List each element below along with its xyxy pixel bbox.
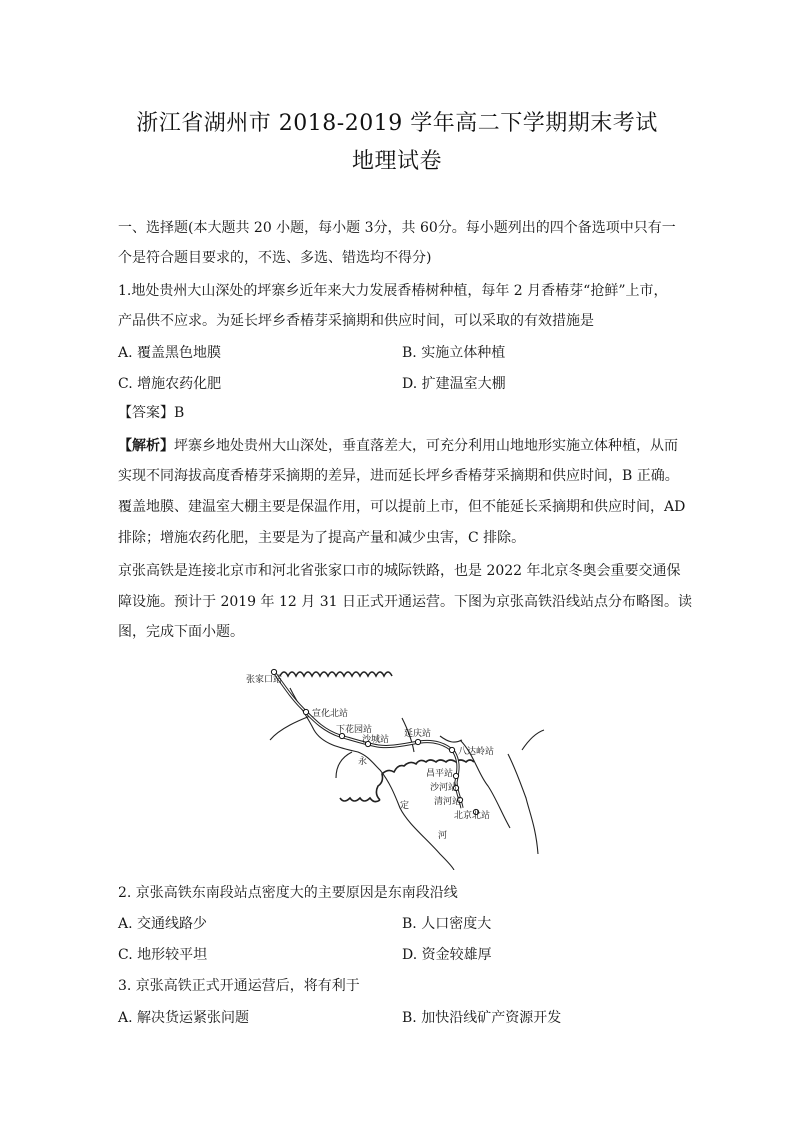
station-label-shahe: 沙河站	[430, 783, 458, 793]
river-label-he: 河	[438, 831, 448, 841]
material-line: 京张高铁是连接北京市和河北省张家口市的城际铁路，也是 2022 年北京冬奥会重要交通保	[118, 563, 681, 579]
question-3-stem: 3. 京张高铁正式开通运营后，将有利于	[118, 978, 360, 994]
section-intro-line: 个是符合题目要求的，不选、多选、错选均不得分)	[118, 250, 432, 266]
river-branch-1	[270, 716, 310, 740]
station-label-zhangjiakou: 张家口站	[246, 675, 283, 685]
question-1-stem: 产品供不应求。为延长坪乡香椿芽采摘期和供应时间，可以采取的有效措施是	[118, 313, 594, 329]
station-label-xuanhua: 宣化北站	[312, 709, 349, 719]
station-marker-xuanhua	[303, 709, 308, 714]
question-2-option-d: D. 资金较雄厚	[402, 947, 492, 963]
question-3-option-a: A. 解决货运紧张问题	[118, 1010, 250, 1026]
question-1-option-d: D. 扩建温室大棚	[402, 376, 506, 392]
question-3-option-b: B. 加快沿线矿产资源开发	[402, 1010, 562, 1026]
station-label-shacheng: 沙城站	[362, 735, 390, 745]
question-1-option-b: B. 实施立体种植	[402, 345, 506, 361]
river-branch-2	[336, 752, 352, 778]
analysis-text: 坪寨乡地处贵州大山深处，垂直落差大，可充分利用山地地形实施立体种植，从而	[174, 438, 678, 454]
question-1-option-a: A. 覆盖黑色地膜	[118, 345, 222, 361]
river-label-yong: 永	[358, 757, 368, 767]
document-title: 浙江省湖州市 2018-2019 学年高二下学期期末考试	[136, 111, 658, 136]
question-1-stem: 1.地处贵州大山深处的坪寨乡近年来大力发展香椿树种植，每年 2 月香椿芽“抢鲜”上市，	[118, 283, 668, 299]
river-label-ding: 定	[400, 801, 410, 811]
river-branch-east-3	[522, 730, 544, 750]
station-label-changping: 昌平站	[426, 769, 454, 779]
station-marker-badaling	[449, 747, 454, 752]
river-branch-4	[440, 736, 462, 742]
station-label-beijingbei: 北京北站	[454, 811, 491, 821]
section-intro-line: 一、选择题(本大题共 20 小题，每小题 3分，共 60分。每小题列出的四个备选项中只有一	[118, 220, 676, 236]
question-2-option-c: C. 地形较平坦	[118, 947, 208, 963]
question-1-answer: 【答案】B	[118, 405, 185, 421]
station-label-badaling: 八达岭站	[458, 747, 495, 757]
question-1-option-c: C. 增施农药化肥	[118, 376, 222, 392]
station-label-qinghe: 清河站	[434, 797, 462, 807]
station-marker-zhangjiakou	[271, 669, 276, 674]
material-line: 图，完成下面小题。	[118, 624, 244, 640]
question-1-analysis-line: 实现不同海拔高度香椿芽采摘期的差异，进而延长坪乡香椿芽采摘期和供应时间，B 正确。	[118, 468, 679, 484]
material-line: 障设施。预计于 2019 年 12 月 31 日正式开通运营。下图为京张高铁沿线站点分布略图。读	[118, 594, 692, 610]
station-label-xiahuayuan: 下花园站	[336, 725, 373, 735]
river-branch-east-2	[508, 754, 538, 854]
analysis-label: 【解析】	[118, 438, 174, 454]
question-2-option-b: B. 人口密度大	[402, 916, 492, 932]
question-1-analysis-line: 覆盖地膜、建温室大棚主要是保温作用，可以提前上市，但不能延长采摘期和供应时间，AD	[118, 499, 686, 515]
question-2-stem: 2. 京张高铁东南段站点密度大的主要原因是东南段沿线	[118, 885, 458, 901]
border-line-north	[280, 672, 392, 676]
railway-map	[240, 658, 550, 870]
question-2-option-a: A. 交通线路少	[118, 916, 208, 932]
station-label-yanqing: 延庆站	[404, 729, 432, 739]
question-1-analysis-line	[118, 436, 688, 456]
question-1-analysis-line: 排除；增施农药化肥，主要是为了提高产量和减少虫害，C 排除。	[118, 530, 526, 546]
station-marker-yanqing	[415, 739, 420, 744]
border-line-west	[340, 798, 380, 802]
station-marker-changping	[453, 773, 458, 778]
document-subtitle: 地理试卷	[351, 149, 442, 174]
